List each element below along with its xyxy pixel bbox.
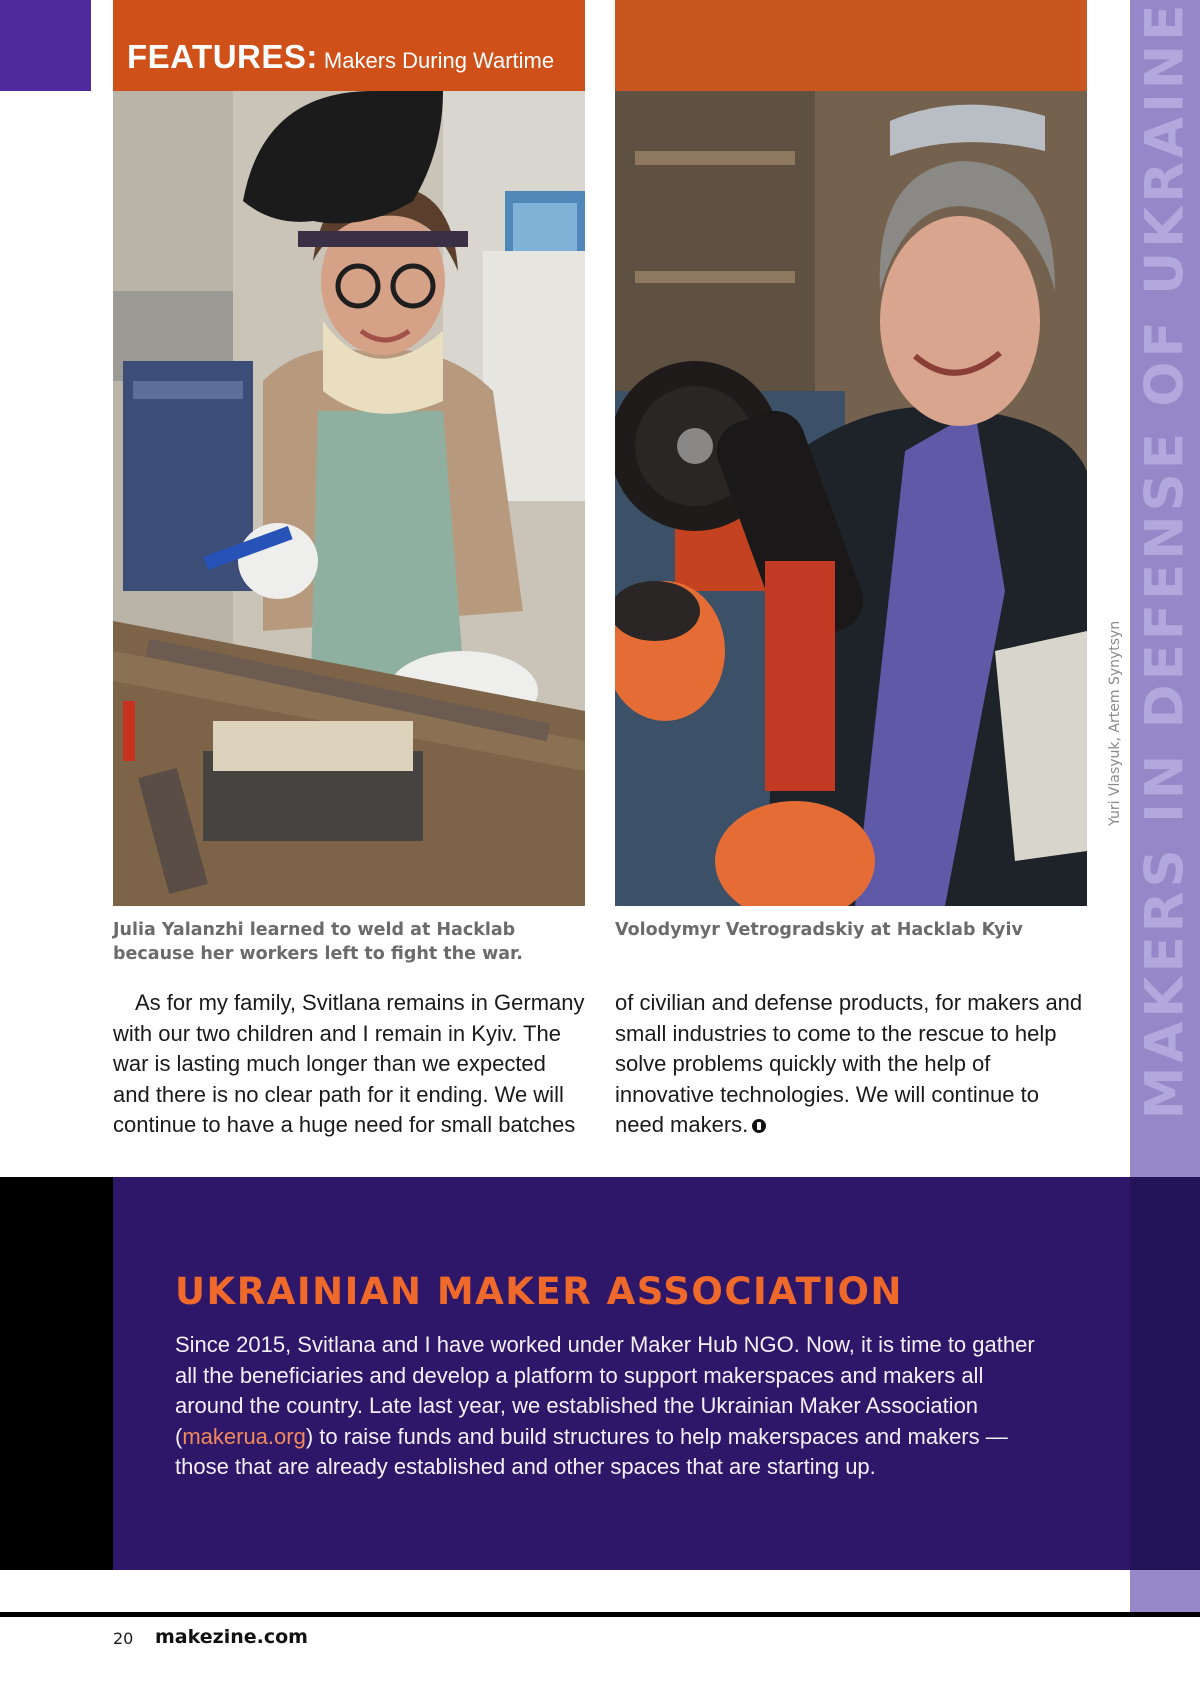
association-text (175, 1330, 1055, 1483)
body-text-left: As for my family, Svitlana remains in Germany with our two children and I remain in Kyiv. The war is lasting much longer than we expected and there is no clear path for it ending. We will continue to have a huge need for small batches (113, 990, 585, 1137)
makerua-link[interactable]: makerua.org (182, 1423, 306, 1449)
sidebar-strip-dark (1130, 1177, 1200, 1570)
body-column-right (615, 988, 1087, 1141)
photo-caption-left: Julia Yalanzhi learned to weld at Hacklab because her workers left to fight the war. (113, 920, 523, 964)
corner-tab (0, 0, 91, 91)
photo-credit: Yuri Vlasyuk, Artem Synytsyn (1107, 620, 1123, 826)
footer-site[interactable]: makezine.com (155, 1626, 308, 1648)
section-name: FEATURES: (127, 38, 318, 75)
association-text-start: Since 2015, Svitlana and I have worked under Maker Hub NGO. Now, it is time to gather all the beneficiaries and develop a platform to support makerspaces and makers all around the country. Late last year, we established the Ukrainian Maker Association ( (175, 1332, 1035, 1449)
footer-rule (0, 1612, 1200, 1617)
section-subtitle: Makers During Wartime (323, 48, 555, 73)
photo-welder (113, 91, 585, 906)
page-number: 20 (113, 1629, 134, 1648)
association-text-end: ) to raise funds and build structures to help makerspaces and makers — those that are already established and other spaces that are starting up. (175, 1423, 1008, 1479)
sidebar-title: MAKERS IN DEFENSE OF UKRAINE (1134, 0, 1196, 1120)
body-text-right: of civilian and defense products, for makers and small industries to come to the rescue to help solve problems quickly with the help of innovative technologies. We will continue to need makers. (615, 990, 1083, 1137)
photo-caption-right: Volodymyr Vetrogradskiy at Hacklab Kyiv (615, 920, 1023, 940)
band-left-edge (0, 1177, 113, 1570)
header-band-right (615, 0, 1087, 91)
end-mark-icon (752, 1119, 766, 1133)
body-column-left (113, 988, 585, 1141)
association-heading: UKRAINIAN MAKER ASSOCIATION (175, 1270, 903, 1313)
section-label (127, 38, 554, 76)
photo-grinder (615, 91, 1087, 906)
